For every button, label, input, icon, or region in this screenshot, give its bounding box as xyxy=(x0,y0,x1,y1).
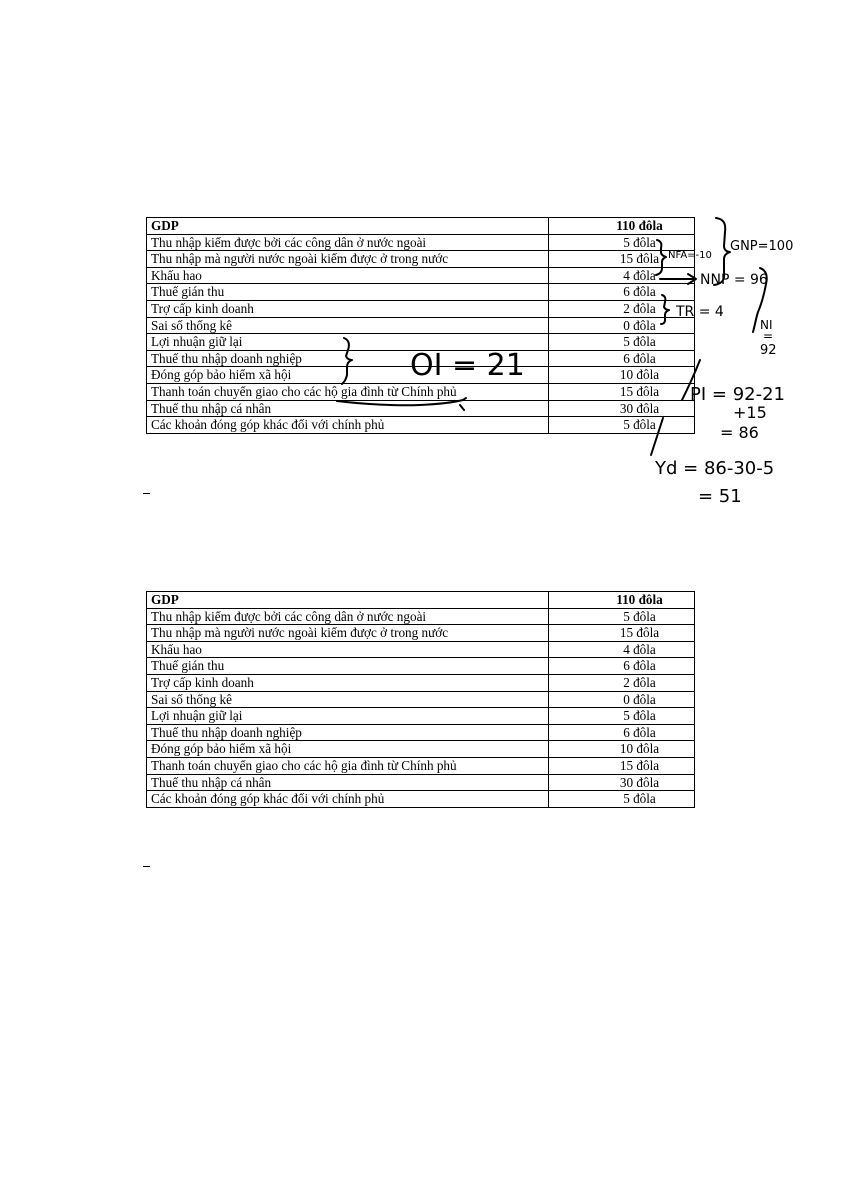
row-label: Thu nhập mà người nước ngoài kiếm được ở trong nước xyxy=(147,251,549,268)
row-value: 15 đôla xyxy=(549,757,695,774)
row-label: Sai số thống kê xyxy=(147,317,549,334)
row-label: Thu nhập kiếm được bởi các công dân ở nước ngoài xyxy=(147,234,549,251)
annotation-gnp: GNP=100 xyxy=(730,239,794,254)
row-value: 6 đôla xyxy=(549,724,695,741)
row-value: 0 đôla xyxy=(549,691,695,708)
row-value: 5 đôla xyxy=(549,708,695,725)
row-value: 15 đôla xyxy=(549,383,695,400)
row-value: 5 đôla xyxy=(549,234,695,251)
annotation-nnp: NNP = 96 xyxy=(700,272,768,288)
row-label: Các khoản đóng góp khác đối với chính phủ xyxy=(147,791,549,808)
row-label: Lợi nhuận giữ lại xyxy=(147,708,549,725)
annotation-tr: TR = 4 xyxy=(676,304,724,320)
row-label: Lợi nhuận giữ lại xyxy=(147,334,549,351)
annotation-yd-line1: Yd = 86-30-5 xyxy=(655,458,775,479)
row-value: 10 đôla xyxy=(549,741,695,758)
row-value: 30 đôla xyxy=(549,400,695,417)
header-value: 110 đôla xyxy=(549,218,695,235)
brace-nfa-icon xyxy=(656,240,666,275)
row-label: Thanh toán chuyển giao cho các hộ gia đình từ Chính phủ xyxy=(147,757,549,774)
row-label: Đóng góp bảo hiểm xã hội xyxy=(147,367,549,384)
row-value: 15 đôla xyxy=(549,625,695,642)
annotation-ni-label: NI xyxy=(760,318,773,332)
annotation-ni-value: 92 xyxy=(760,343,777,358)
row-label: Thuế thu nhập cá nhân xyxy=(147,400,549,417)
underline-mark-icon xyxy=(337,398,466,410)
row-value: 2 đôla xyxy=(549,674,695,691)
row-label: Trợ cấp kinh doanh xyxy=(147,674,549,691)
annotation-pi-line3: = 86 xyxy=(720,423,759,442)
arrow-nnp-icon xyxy=(660,274,696,284)
header-value: 110 đôla xyxy=(549,592,695,609)
row-value: 4 đôla xyxy=(549,641,695,658)
slash-yd-icon xyxy=(651,418,663,455)
annotation-pi-line1: PI = 92-21 xyxy=(690,384,785,405)
row-value: 0 đôla xyxy=(549,317,695,334)
row-value: 6 đôla xyxy=(549,350,695,367)
row-value: 4 đôla xyxy=(549,267,695,284)
row-value: 5 đôla xyxy=(549,417,695,434)
header-label: GDP xyxy=(147,592,549,609)
row-value: 5 đôla xyxy=(549,791,695,808)
row-value: 2 đôla xyxy=(549,300,695,317)
row-value: 5 đôla xyxy=(549,334,695,351)
annotation-oi: OI = 21 xyxy=(410,348,525,383)
row-label: Thu nhập kiếm được bởi các công dân ở nước ngoài xyxy=(147,608,549,625)
row-value: 6 đôla xyxy=(549,658,695,675)
row-label: Thuế gián thu xyxy=(147,284,549,301)
row-value: 30 đôla xyxy=(549,774,695,791)
row-value: 6 đôla xyxy=(549,284,695,301)
row-label: Thu nhập mà người nước ngoài kiếm được ở trong nước xyxy=(147,625,549,642)
row-value: 10 đôla xyxy=(549,367,695,384)
row-label: Sai số thống kê xyxy=(147,691,549,708)
row-label: Khấu hao xyxy=(147,641,549,658)
annotation-pi-line2: +15 xyxy=(733,403,767,422)
row-value: 15 đôla xyxy=(549,251,695,268)
row-value: 5 đôla xyxy=(549,608,695,625)
row-label: Thuế thu nhập doanh nghiệp xyxy=(147,724,549,741)
annotation-ni-eq: = xyxy=(763,329,774,343)
header-label: GDP xyxy=(147,218,549,235)
brace-tr-icon xyxy=(661,295,669,324)
annotation-nfa: NFA=-10 xyxy=(668,250,712,261)
row-label: Các khoản đóng góp khác đối với chính phủ xyxy=(147,417,549,434)
brace-oi-icon xyxy=(342,338,352,384)
row-label: Thuế gián thu xyxy=(147,658,549,675)
row-label: Đóng góp bảo hiểm xã hội xyxy=(147,741,549,758)
row-label: Thuế thu nhập cá nhân xyxy=(147,774,549,791)
row-label: Thuế thu nhập doanh nghiệp xyxy=(147,350,549,367)
annotation-yd-line2: = 51 xyxy=(698,486,742,507)
row-label: Thanh toán chuyển giao cho các hộ gia đình từ Chính phủ xyxy=(147,383,549,400)
row-label: Trợ cấp kinh doanh xyxy=(147,300,549,317)
row-label: Khấu hao xyxy=(147,267,549,284)
